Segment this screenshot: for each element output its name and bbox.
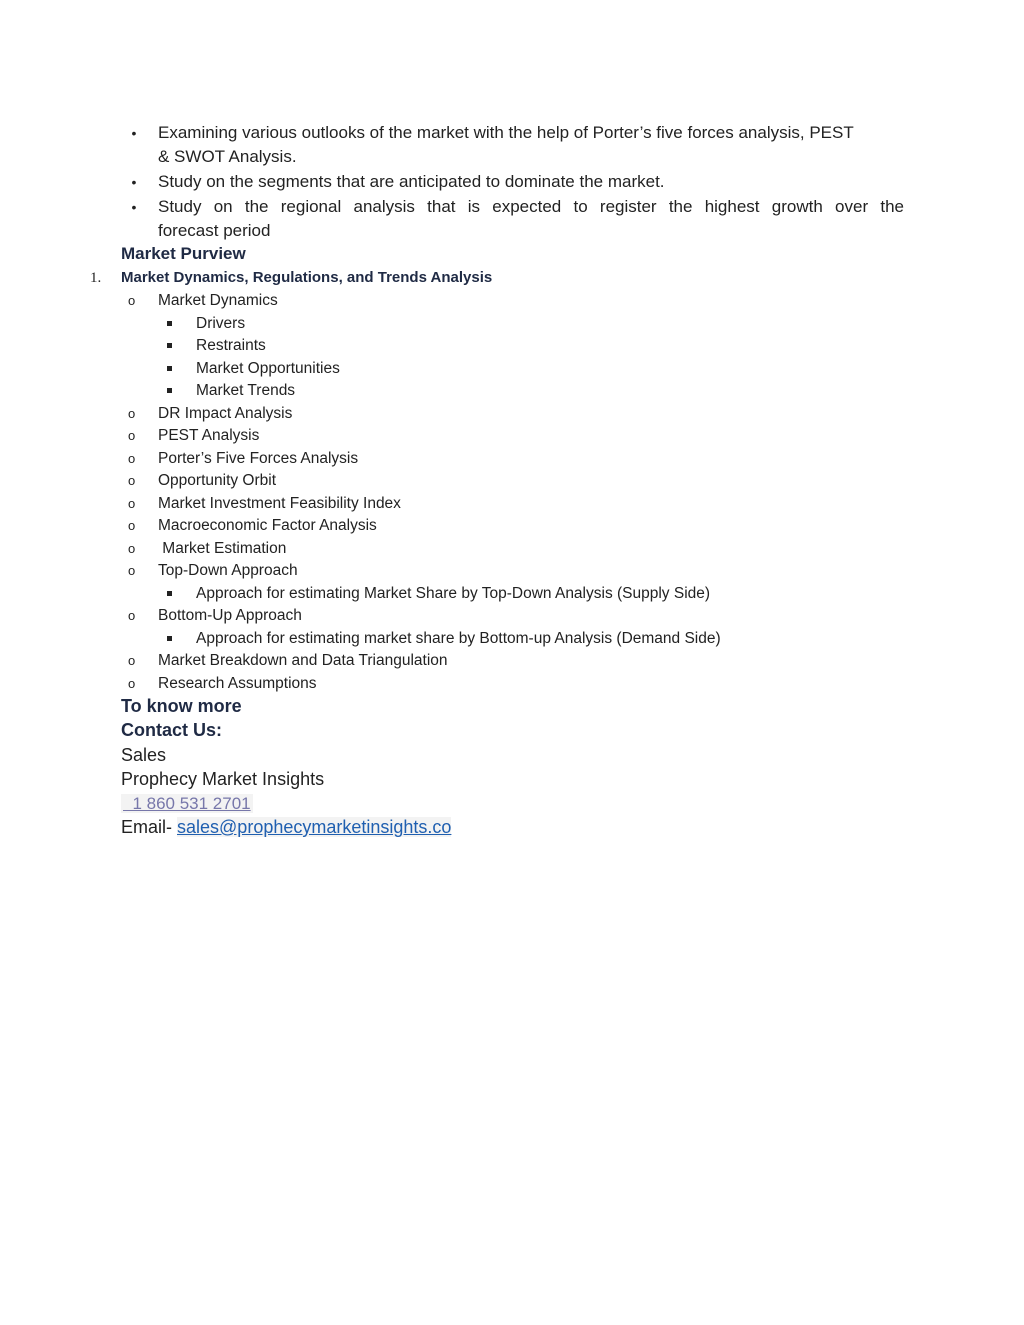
list-item-assumptions (0, 673, 1024, 695)
bullet-icon: • (131, 125, 137, 141)
list-item-restraints (0, 335, 1024, 357)
list-item-label: Restraints (196, 337, 266, 354)
list-item-label: Opportunity Orbit (158, 472, 277, 489)
list-item-orbit (0, 470, 1024, 492)
list-item-label: Research Assumptions (158, 675, 317, 692)
list-item-trends (0, 380, 1024, 402)
bullet-text: Study on the regional analysis that is expected to register the highest growth over the (158, 197, 904, 216)
know-more-heading: To know more (121, 696, 242, 716)
bullet-icon: • (131, 174, 137, 190)
circle-bullet-icon: o (128, 406, 136, 421)
list-item-drivers (0, 313, 1024, 335)
list-item-top-down-sub (0, 583, 1024, 605)
list-item-opportunities (0, 358, 1024, 380)
list-item-porters (0, 448, 1024, 470)
phone-link[interactable]: 1 860 531 2701 (123, 794, 251, 813)
contact-us-heading: Contact Us: (121, 720, 223, 740)
contact-dept: Sales (121, 745, 167, 765)
circle-bullet-icon: o (128, 293, 136, 308)
list-item-estimation (0, 538, 1024, 560)
list-item-label: Market Breakdown and Data Triangulation (158, 652, 448, 669)
list-item-label: Market Dynamics (158, 292, 278, 309)
list-item-bottom-up (0, 605, 1024, 627)
circle-bullet-icon: o (128, 518, 136, 533)
list-item-label: Macroeconomic Factor Analysis (158, 517, 377, 534)
list-item-feasibility (0, 493, 1024, 515)
list-item-label: Market Estimation (158, 540, 287, 557)
square-bullet-icon (167, 591, 172, 596)
circle-bullet-icon: o (128, 541, 136, 556)
list-item-bottom-up-sub (0, 628, 1024, 650)
square-bullet-icon (167, 636, 172, 641)
list-item-pest (0, 425, 1024, 447)
list-item-label: Market Trends (196, 382, 296, 399)
circle-bullet-icon: o (128, 608, 136, 623)
email-label: Email- (121, 817, 178, 837)
bullet-item-segments (0, 170, 1024, 194)
square-bullet-icon (167, 388, 172, 393)
list-item-dr-impact (0, 403, 1024, 425)
bullet-text: & SWOT Analysis. (158, 147, 297, 166)
bullet-text: forecast period (158, 221, 271, 240)
bullet-item-outlooks-cont (0, 145, 1024, 169)
list-item-label: Drivers (196, 315, 246, 332)
list-item-label: Market Investment Feasibility Index (158, 495, 401, 512)
list-item-label: Bottom-Up Approach (158, 607, 302, 624)
email-row (121, 817, 451, 838)
list-item-macro (0, 515, 1024, 537)
square-bullet-icon (167, 343, 172, 348)
list-item-label: Approach for estimating market share by Bottom-up Analysis (Demand Side) (196, 630, 721, 647)
circle-bullet-icon: o (128, 653, 136, 668)
bullet-item-regional-cont (0, 219, 1024, 243)
list-item-label: Market Opportunities (196, 360, 340, 377)
bullet-icon: • (131, 199, 137, 215)
company-name: Prophecy Market Insights (121, 769, 325, 789)
square-bullet-icon (167, 366, 172, 371)
market-purview-heading: Market Purview (121, 244, 246, 263)
square-bullet-icon (167, 321, 172, 326)
list-item-label: Approach for estimating Market Share by Top-Down Analysis (Supply Side) (196, 585, 711, 602)
bullet-text: Study on the segments that are anticipated to dominate the market. (158, 172, 665, 191)
list-item-label: DR Impact Analysis (158, 405, 293, 422)
bullet-item-regional (0, 195, 1024, 219)
circle-bullet-icon: o (128, 676, 136, 691)
phone-row (121, 793, 253, 814)
list-item-top-down (0, 560, 1024, 582)
section-title: Market Dynamics, Regulations, and Trends Analysis (121, 269, 493, 286)
list-item-breakdown (0, 650, 1024, 672)
list-item-label: PEST Analysis (158, 427, 260, 444)
list-item-market-dynamics (0, 290, 1024, 312)
circle-bullet-icon: o (128, 428, 136, 443)
email-link[interactable]: sales@prophecymarketinsights.co (177, 817, 452, 837)
list-item-label: Top-Down Approach (158, 562, 298, 579)
list-item-label: Porter’s Five Forces Analysis (158, 450, 359, 467)
circle-bullet-icon: o (128, 473, 136, 488)
circle-bullet-icon: o (128, 496, 136, 511)
circle-bullet-icon: o (128, 451, 136, 466)
circle-bullet-icon: o (128, 563, 136, 578)
section-number: 1. (90, 270, 102, 286)
bullet-item-outlooks (0, 121, 1024, 145)
bullet-text: Examining various outlooks of the market with the help of Porter’s five forces analysis, PEST (158, 123, 854, 142)
